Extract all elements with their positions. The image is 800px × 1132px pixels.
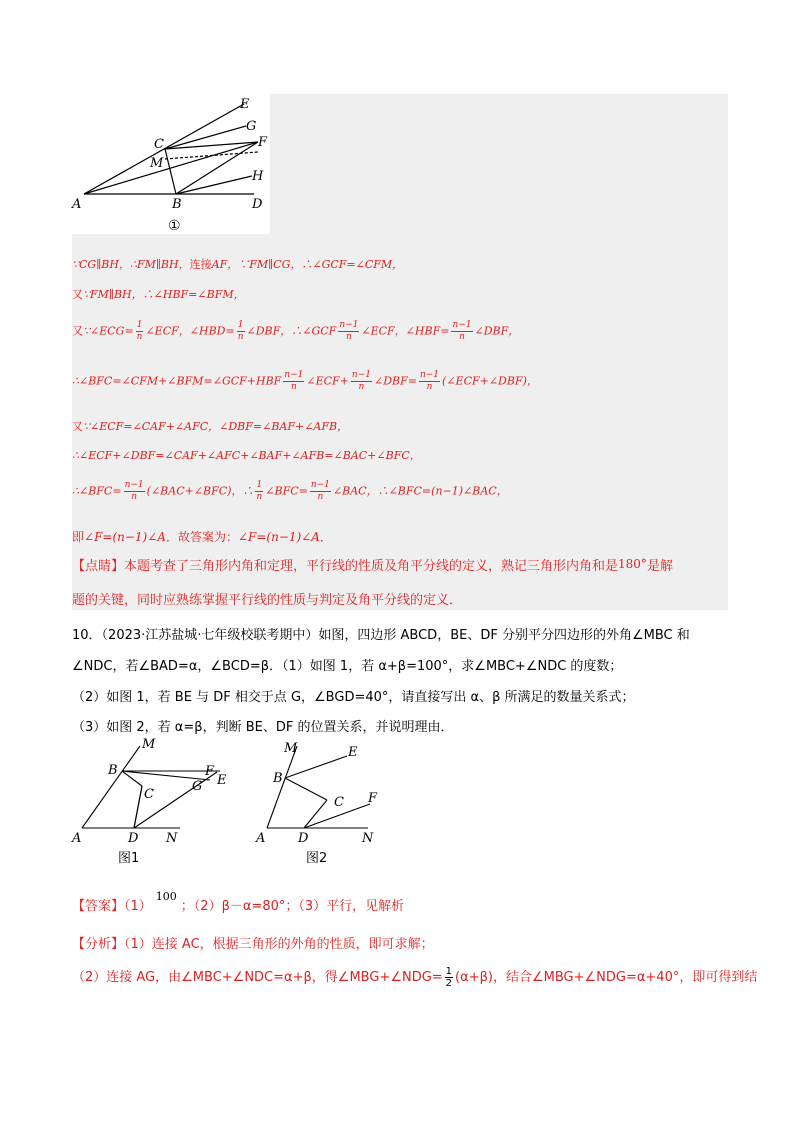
f2-label-C: C <box>334 795 344 810</box>
comment-line-1: 【点睛】本题考查了三角形内角和定理，平行线的性质及角平分线的定义，熟记三角形内角和是180°是解 <box>72 557 673 574</box>
f1-label-M: M <box>142 737 156 752</box>
comment-line-2: 题的关键，同时应熟练掌握平行线的性质与判定及角平分线的定义． <box>72 593 463 608</box>
answer-tag: 【答案】 <box>72 899 125 914</box>
fig1-label-D: D <box>252 197 263 212</box>
fig1-label-G: G <box>246 119 257 134</box>
figure-circled-1 <box>72 94 270 234</box>
comment-tag: 【点睛】 <box>72 559 125 574</box>
f2-caption: 图2 <box>306 851 328 866</box>
f2-label-N: N <box>362 831 374 846</box>
solution-line-3: 又∵∠ECG= $\frac{1}{n}$ ∠ECF，∠HBD= $\frac{1}{n}$ ∠DBF，∴∠GCF $\frac{n-1}{n}$ ∠ECF，∠HBF= $\frac{n-1}{n}$ ∠DBF， <box>72 320 520 342</box>
solution-line-6: ∴∠ECF+∠DBF=∠CAF+∠AFC+∠BAF+∠AFB=∠BAC+∠BFC， <box>72 449 421 462</box>
fig1-label-B: B <box>172 197 182 212</box>
analysis-line-1: 【分析】（1）连接 AC，根据三角形的外角的性质，即可求解； <box>72 937 434 952</box>
solution-line-5: 又∵∠ECF=∠CAF+∠AFC，∠DBF=∠BAF+∠AFB， <box>72 420 349 433</box>
f1-label-C: C <box>144 787 154 802</box>
f1-label-G: G <box>192 779 203 794</box>
question-line-3: （2）如图 1，若 BE 与 DF 相交于点 G，∠BGD=40°，请直接写出 α、β 所满足的数量关系式； <box>72 690 635 705</box>
solution-line-7: ∴∠BFC= $\frac{n-1}{n}$ (∠BAC+∠BFC)，∴ $\frac{1}{n}$ ∠BFC= $\frac{n-1}{n}$ ∠BAC，∴∠BFC=(n−1)∠BAC， <box>72 480 508 502</box>
solution-line-8: 即∠F=(n−1)∠A．故答案为：∠F=(n−1)∠A． <box>72 530 332 544</box>
solution-line-1: ∵CG∥BH，∴FM∥BH，连接AF，∵FM∥CG，∴∠GCF=∠CFM， <box>72 258 404 271</box>
fig1-label-H: H <box>252 169 264 184</box>
fig1-label-F: F <box>258 135 268 150</box>
solution-line-2: 又∵FM∥BH，∴∠HBF=∠BFM， <box>72 288 245 301</box>
f2-label-M: M <box>284 741 298 756</box>
solution-line-4: ∴∠BFC=∠CFM+∠BFM=∠GCF+HBF $\frac{n-1}{n}$ ∠ECF+ $\frac{n-1}{n}$ ∠DBF= $\frac{n-1}{n}$ (∠ECF+∠DBF)， <box>72 370 538 392</box>
f1-label-A: A <box>72 831 82 846</box>
f2-label-B: B <box>273 771 283 786</box>
figures-1-and-2 <box>72 737 378 866</box>
f2-label-E: E <box>348 745 358 760</box>
question-line-4: （3）如图 2，若 α=β，判断 BE、DF 的位置关系，并说明理由． <box>72 720 454 735</box>
f1-label-E: E <box>217 773 227 788</box>
question-line-1: 10．（2023·江苏盐城·七年级校联考期中）如图，四边形 ABCD，BE、DF 分别平分四边形的外角∠MBC 和 <box>72 628 690 643</box>
answer-line: 【答案】$(1)^{100}$；（2）β－α=80°；（3）平行，见解析 <box>72 890 405 914</box>
f2-label-D: D <box>298 831 309 846</box>
analysis-tag: 【分析】 <box>72 937 125 952</box>
f1-label-B: B <box>108 763 118 778</box>
f1-label-N: N <box>166 831 178 846</box>
fig1-label-C: C <box>154 137 164 152</box>
f1-label-F: F <box>205 764 215 779</box>
f2-label-F: F <box>368 791 378 806</box>
fig1-label-E: E <box>240 97 250 112</box>
question-line-2: ∠NDC，若∠BAD=α，∠BCD=β．（1）如图 1，若 α+β=100°，求∠MBC+∠NDC 的度数； <box>72 659 623 674</box>
f2-label-A: A <box>256 831 266 846</box>
f1-caption: 图1 <box>118 851 140 866</box>
fig1-label-A: A <box>72 197 82 212</box>
f1-label-D: D <box>128 831 139 846</box>
fig1-label-M: M <box>150 156 164 171</box>
fig1-caption: ① <box>168 218 181 234</box>
analysis-line-2: （2）连接 AG，由∠MBC+∠NDC=α+β，得∠MBG+∠NDG= $\frac{1}{2}$ (α+β)，结合∠MBG+∠NDG=α+40°，即可得到结 <box>72 966 758 989</box>
